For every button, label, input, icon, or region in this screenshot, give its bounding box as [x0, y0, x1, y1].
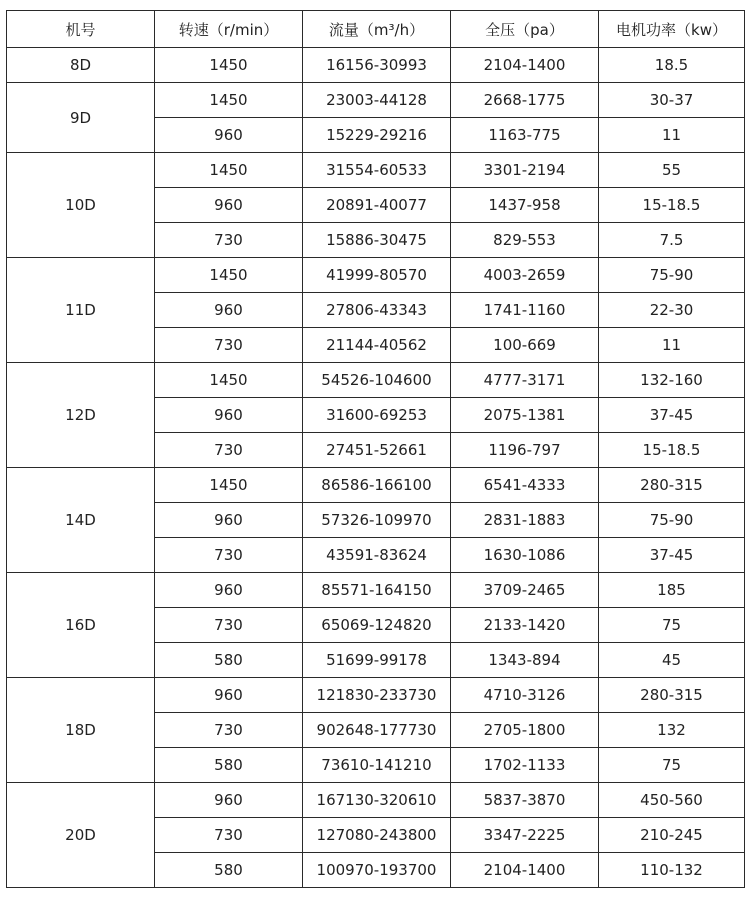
pressure-cell: 1196-797 — [451, 433, 599, 468]
power-cell: 37-45 — [599, 398, 745, 433]
speed-cell: 730 — [155, 713, 303, 748]
speed-cell: 1450 — [155, 153, 303, 188]
power-cell: 450-560 — [599, 783, 745, 818]
pressure-cell: 2831-1883 — [451, 503, 599, 538]
flow-cell: 21144-40562 — [303, 328, 451, 363]
power-cell: 30-37 — [599, 83, 745, 118]
flow-cell: 43591-83624 — [303, 538, 451, 573]
model-cell: 16D — [7, 573, 155, 678]
model-cell: 12D — [7, 363, 155, 468]
table-body — [7, 48, 745, 888]
model-cell: 11D — [7, 258, 155, 363]
pressure-cell: 1741-1160 — [451, 293, 599, 328]
power-cell: 11 — [599, 328, 745, 363]
header-speed: 转速（r/min） — [155, 11, 303, 48]
pressure-cell: 4710-3126 — [451, 678, 599, 713]
flow-cell: 65069-124820 — [303, 608, 451, 643]
power-cell: 210-245 — [599, 818, 745, 853]
power-cell: 55 — [599, 153, 745, 188]
flow-cell: 23003-44128 — [303, 83, 451, 118]
flow-cell: 31554-60533 — [303, 153, 451, 188]
model-cell: 8D — [7, 48, 155, 83]
flow-cell: 57326-109970 — [303, 503, 451, 538]
speed-cell: 1450 — [155, 468, 303, 503]
pressure-cell: 2075-1381 — [451, 398, 599, 433]
pressure-cell: 5837-3870 — [451, 783, 599, 818]
power-cell: 45 — [599, 643, 745, 678]
header-model: 机号 — [7, 11, 155, 48]
flow-cell: 86586-166100 — [303, 468, 451, 503]
power-cell: 280-315 — [599, 468, 745, 503]
speed-cell: 1450 — [155, 258, 303, 293]
header-power: 电机功率（kw） — [599, 11, 745, 48]
pressure-cell: 6541-4333 — [451, 468, 599, 503]
table-row — [7, 468, 745, 503]
speed-cell: 580 — [155, 748, 303, 783]
flow-cell: 16156-30993 — [303, 48, 451, 83]
flow-cell: 41999-80570 — [303, 258, 451, 293]
flow-cell: 15886-30475 — [303, 223, 451, 258]
power-cell: 15-18.5 — [599, 433, 745, 468]
model-cell: 20D — [7, 783, 155, 888]
power-cell: 75-90 — [599, 258, 745, 293]
pressure-cell: 3709-2465 — [451, 573, 599, 608]
speed-cell: 960 — [155, 678, 303, 713]
table-row — [7, 258, 745, 293]
speed-cell: 1450 — [155, 83, 303, 118]
power-cell: 11 — [599, 118, 745, 153]
power-cell: 37-45 — [599, 538, 745, 573]
model-cell: 10D — [7, 153, 155, 258]
pressure-cell: 2133-1420 — [451, 608, 599, 643]
pressure-cell: 829-553 — [451, 223, 599, 258]
speed-cell: 1450 — [155, 48, 303, 83]
pressure-cell: 2104-1400 — [451, 853, 599, 888]
speed-cell: 960 — [155, 573, 303, 608]
power-cell: 185 — [599, 573, 745, 608]
power-cell: 7.5 — [599, 223, 745, 258]
flow-cell: 902648-177730 — [303, 713, 451, 748]
header-flow: 流量（m³/h） — [303, 11, 451, 48]
pressure-cell: 4777-3171 — [451, 363, 599, 398]
flow-cell: 167130-320610 — [303, 783, 451, 818]
speed-cell: 580 — [155, 853, 303, 888]
pressure-cell: 100-669 — [451, 328, 599, 363]
pressure-cell: 2668-1775 — [451, 83, 599, 118]
power-cell: 15-18.5 — [599, 188, 745, 223]
table-row — [7, 783, 745, 818]
pressure-cell: 1630-1086 — [451, 538, 599, 573]
power-cell: 18.5 — [599, 48, 745, 83]
speed-cell: 960 — [155, 783, 303, 818]
table-row — [7, 83, 745, 118]
flow-cell: 31600-69253 — [303, 398, 451, 433]
power-cell: 132 — [599, 713, 745, 748]
table-row — [7, 363, 745, 398]
header-pressure: 全压（pa） — [451, 11, 599, 48]
flow-cell: 54526-104600 — [303, 363, 451, 398]
speed-cell: 960 — [155, 188, 303, 223]
speed-cell: 960 — [155, 503, 303, 538]
power-cell: 22-30 — [599, 293, 745, 328]
speed-cell: 960 — [155, 293, 303, 328]
flow-cell: 127080-243800 — [303, 818, 451, 853]
power-cell: 75 — [599, 608, 745, 643]
pressure-cell: 1163-775 — [451, 118, 599, 153]
speed-cell: 960 — [155, 118, 303, 153]
flow-cell: 121830-233730 — [303, 678, 451, 713]
model-cell: 18D — [7, 678, 155, 783]
power-cell: 75-90 — [599, 503, 745, 538]
pressure-cell: 2705-1800 — [451, 713, 599, 748]
flow-cell: 73610-141210 — [303, 748, 451, 783]
model-cell: 14D — [7, 468, 155, 573]
pressure-cell: 1343-894 — [451, 643, 599, 678]
header-row — [7, 11, 745, 48]
pressure-cell: 1702-1133 — [451, 748, 599, 783]
flow-cell: 27451-52661 — [303, 433, 451, 468]
pressure-cell: 4003-2659 — [451, 258, 599, 293]
speed-cell: 730 — [155, 223, 303, 258]
fan-spec-table — [6, 10, 745, 888]
pressure-cell: 3301-2194 — [451, 153, 599, 188]
speed-cell: 730 — [155, 538, 303, 573]
power-cell: 110-132 — [599, 853, 745, 888]
pressure-cell: 1437-958 — [451, 188, 599, 223]
speed-cell: 580 — [155, 643, 303, 678]
flow-cell: 100970-193700 — [303, 853, 451, 888]
flow-cell: 51699-99178 — [303, 643, 451, 678]
power-cell: 132-160 — [599, 363, 745, 398]
table-row — [7, 678, 745, 713]
flow-cell: 27806-43343 — [303, 293, 451, 328]
speed-cell: 730 — [155, 818, 303, 853]
speed-cell: 1450 — [155, 363, 303, 398]
model-cell: 9D — [7, 83, 155, 153]
pressure-cell: 2104-1400 — [451, 48, 599, 83]
power-cell: 280-315 — [599, 678, 745, 713]
speed-cell: 730 — [155, 433, 303, 468]
pressure-cell: 3347-2225 — [451, 818, 599, 853]
flow-cell: 15229-29216 — [303, 118, 451, 153]
speed-cell: 730 — [155, 608, 303, 643]
flow-cell: 85571-164150 — [303, 573, 451, 608]
flow-cell: 20891-40077 — [303, 188, 451, 223]
table-row — [7, 48, 745, 83]
table-row — [7, 153, 745, 188]
table-row — [7, 573, 745, 608]
speed-cell: 960 — [155, 398, 303, 433]
power-cell: 75 — [599, 748, 745, 783]
speed-cell: 730 — [155, 328, 303, 363]
